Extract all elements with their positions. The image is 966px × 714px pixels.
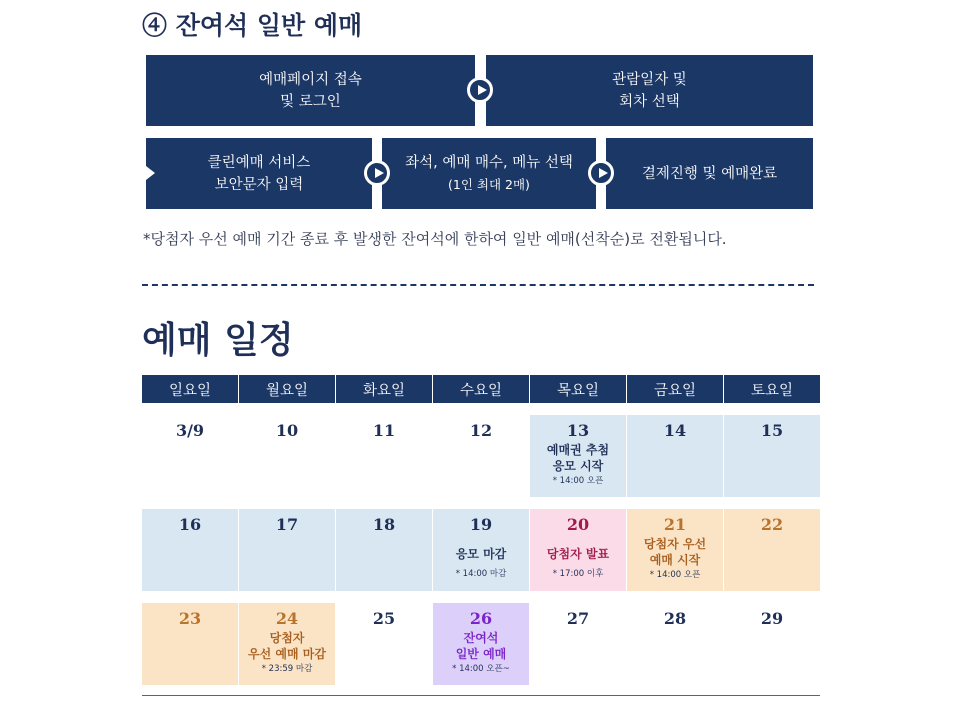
day-number: 11 [372,421,396,440]
schedule-title: 예매 일정 [142,319,294,361]
day-number: 3/9 [175,421,205,440]
flow-step-label: 결제진행 및 예매완료 [641,165,778,182]
weekday-thu: 목요일 [529,375,626,403]
calendar-day [433,415,529,497]
arrow-right-icon [467,77,493,103]
calendar-day [724,603,820,685]
notice-text: *당첨자 우선 예매 기간 종료 후 발생한 잔여석에 한하여 일반 예매(선착순)로 전환됩니다. [143,230,727,248]
flow-step-sublabel: (1인 최대 2매) [448,176,530,192]
day-number: 28 [663,609,687,628]
calendar-day [239,603,335,685]
calendar-day [627,603,723,685]
flow-step-login [146,55,475,126]
event-label: 당첨자 우선 [643,537,707,551]
day-number: 10 [275,421,299,440]
arrow-right-icon [588,160,614,186]
event-time-note: * 23:59 마감 [261,664,313,674]
event-label: 예매 시작 [649,553,701,567]
day-number: 19 [469,515,493,534]
calendar-day [724,509,820,591]
calendar-header [142,375,820,403]
flow-step-label: 관람일자 및 [612,71,687,88]
event-time-note: * 14:00 오픈 [552,476,604,486]
event-label: 잔여석 [463,631,499,645]
day-number: 16 [178,515,202,534]
event-label: 당첨자 [269,631,305,645]
event-label: 응모 시작 [552,459,604,473]
step-title: ④ 잔여석 일반 예매 [142,11,363,40]
weekday-mon: 월요일 [238,375,335,403]
event-label: 일반 예매 [455,647,507,661]
day-number: 18 [372,515,396,534]
event-label: 예매권 추첨 [546,443,610,457]
day-number: 26 [469,609,493,628]
day-number: 27 [566,609,590,628]
arrow-right-icon [364,160,390,186]
flow-step-label: 좌석, 예매 매수, 메뉴 선택 [405,154,573,171]
day-number: 12 [469,421,493,440]
calendar-day [530,415,626,497]
calendar-day [433,509,529,591]
day-number: 17 [275,515,299,534]
flow-step-label: 보안문자 입력 [214,176,304,193]
calendar-day [239,509,335,591]
day-number: 24 [275,609,299,628]
arrow-right-icon [146,166,155,180]
event-time-note: * 14:00 마감 [455,569,507,579]
calendar-day [142,603,238,685]
day-number: 22 [760,515,784,534]
calendar-bottom-line [142,695,820,696]
flow-step-seat-select [382,138,596,209]
weekday-wed: 수요일 [432,375,529,403]
calendar-day [627,415,723,497]
flow-step-label: 및 로그인 [280,93,341,110]
calendar-day [627,509,723,591]
day-number: 23 [178,609,202,628]
day-number: 15 [760,421,784,440]
calendar-day [336,603,432,685]
day-number: 13 [566,421,590,440]
event-label: 응모 마감 [455,547,507,561]
weekday-fri: 금요일 [626,375,723,403]
calendar-day [142,509,238,591]
calendar-day [530,603,626,685]
calendar-day [239,415,335,497]
flow-step-date-select [486,55,813,126]
calendar-day [336,509,432,591]
day-number: 20 [566,515,590,534]
dashed-divider [142,284,814,286]
flow-step-security-code [146,138,372,209]
weekday-sat: 토요일 [723,375,820,403]
day-number: 14 [663,421,687,440]
calendar-day [336,415,432,497]
flow-step-payment [606,138,813,209]
event-time-note: * 14:00 오픈~ [452,664,510,674]
weekday-tue: 화요일 [335,375,432,403]
weekday-sun: 일요일 [142,375,238,403]
calendar-day [142,415,238,497]
flow-step-label: 예매페이지 접속 [259,71,362,88]
event-label: 우선 예매 마감 [248,647,326,661]
flow-step-label: 클린예매 서비스 [207,154,311,171]
event-time-note: * 17:00 이후 [552,569,604,579]
day-number: 21 [663,515,687,534]
flow-step-label: 회차 선택 [619,93,680,110]
day-number: 29 [760,609,784,628]
calendar-day [724,415,820,497]
event-time-note: * 14:00 오픈 [649,570,701,580]
event-label: 당첨자 발표 [546,547,610,561]
day-number: 25 [372,609,396,628]
calendar-day [433,603,529,685]
calendar-day [530,509,626,591]
